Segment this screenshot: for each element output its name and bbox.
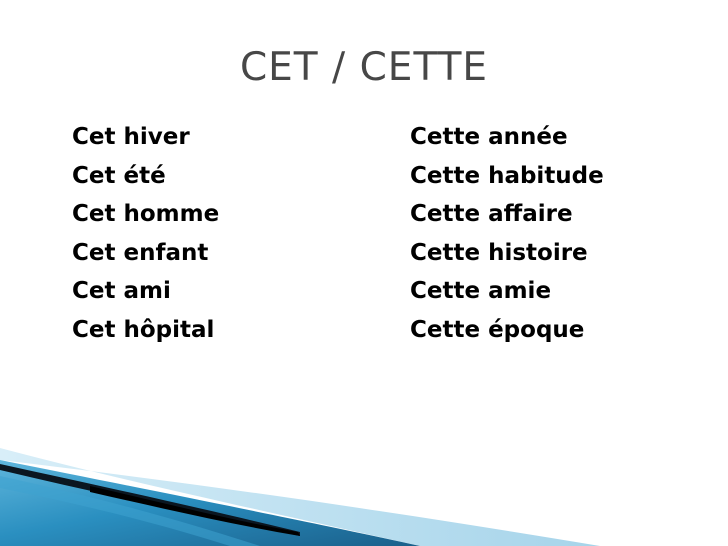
list-item: Cet été [72, 162, 166, 189]
list-item: Cette habitude [410, 162, 604, 189]
list-item: Cet ami [72, 278, 171, 304]
right-column-list [410, 118, 604, 349]
list-item: Cet hiver [72, 124, 190, 150]
list-item: Cette affaire [410, 201, 573, 227]
left-column-list [72, 118, 219, 349]
list-item: Cette époque [410, 316, 585, 343]
list-item: Cette année [410, 124, 568, 150]
slide-title [0, 40, 728, 96]
decorative-swoosh [0, 440, 728, 546]
list-item: Cette histoire [410, 239, 588, 266]
list-item: Cet enfant [72, 239, 209, 266]
list-item: Cet hôpital [72, 316, 215, 343]
list-item: Cette amie [410, 278, 552, 304]
slide-title-text: CET / CETTE [239, 45, 489, 90]
list-item: Cet homme [72, 201, 220, 227]
